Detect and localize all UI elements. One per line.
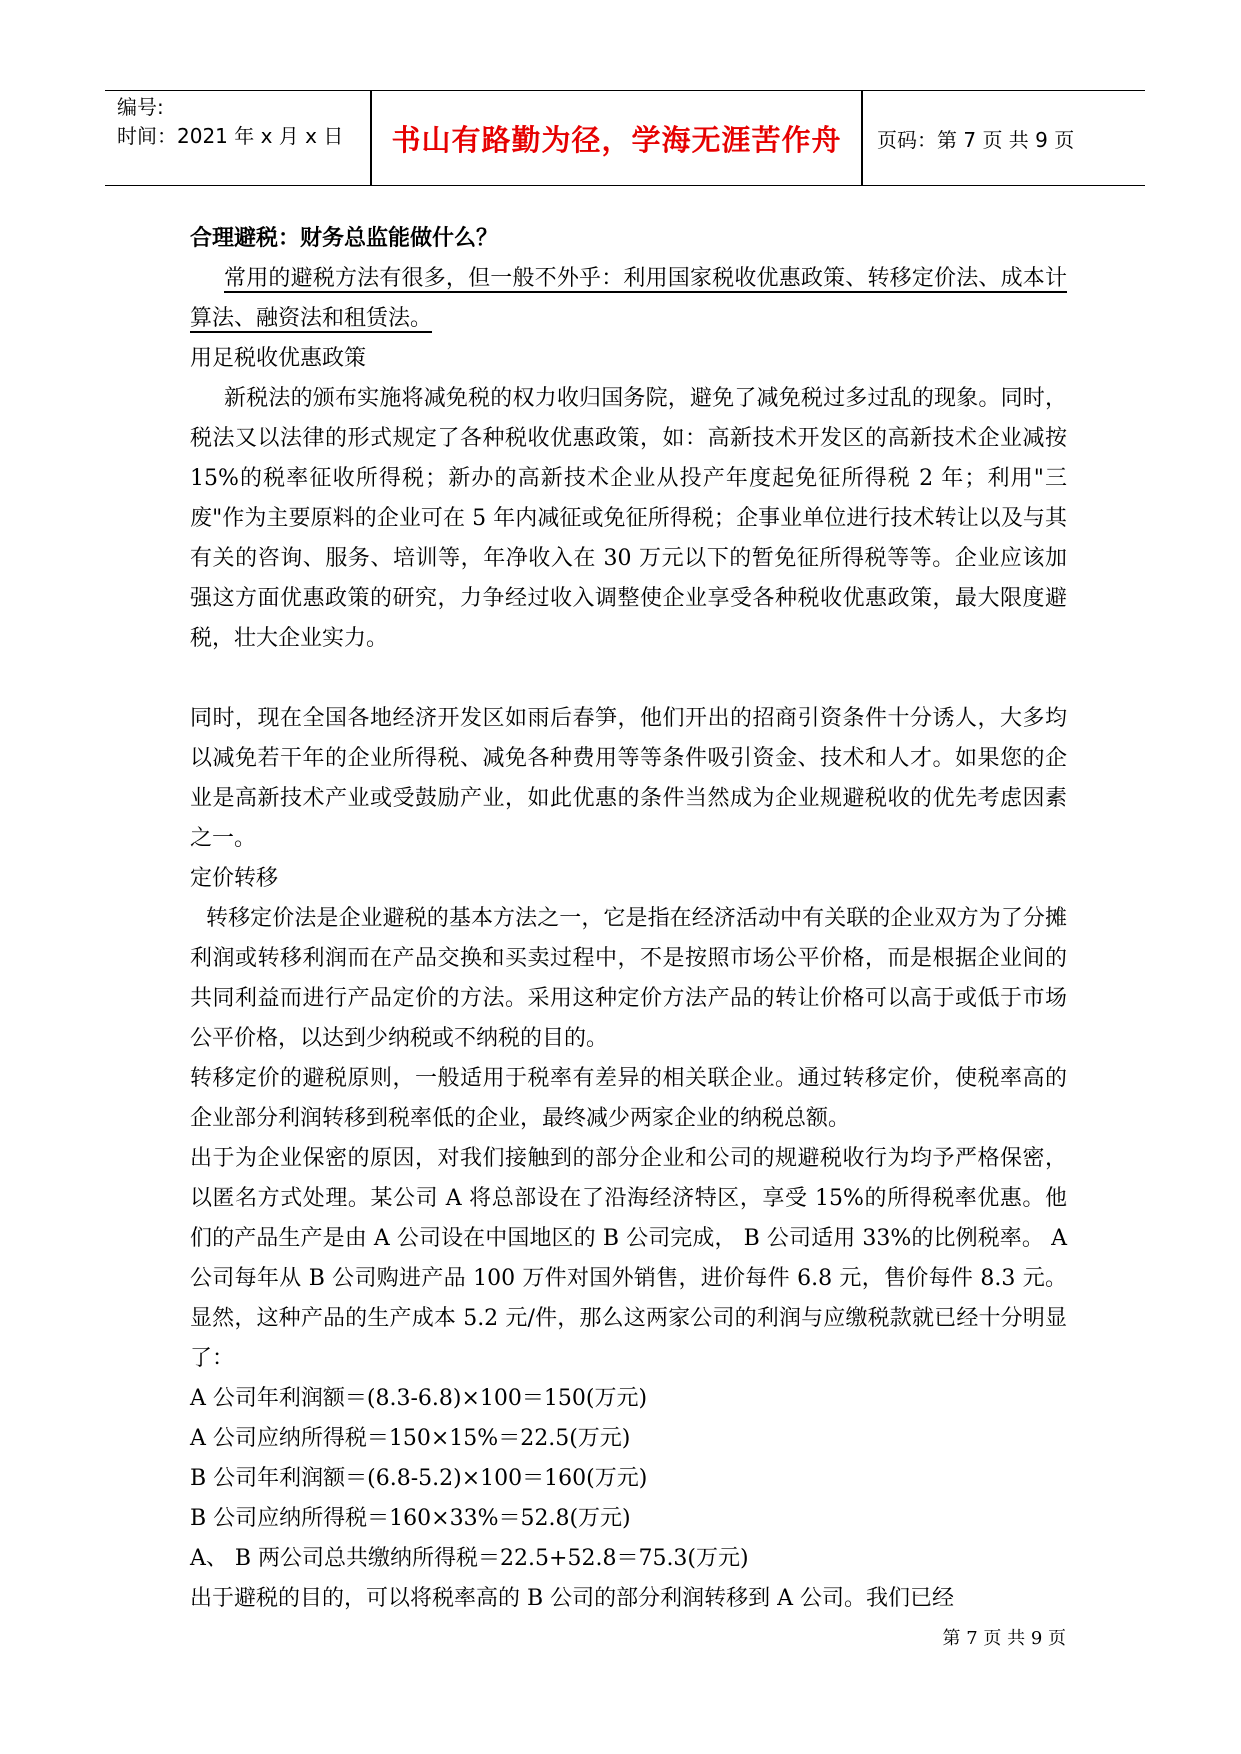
article-body — [190, 219, 1067, 1619]
calc-line: A、 B 两公司总共缴纳所得税＝22.5+52.8＝75.3(万元) — [190, 1546, 749, 1571]
page-header — [105, 90, 1145, 186]
header-page-info: 页码：第 7 页 共 9 页 — [877, 127, 1075, 152]
document-number-label: 编号: — [117, 95, 164, 119]
paragraph-tax-law: 新税法的颁布实施将减免税的权力收归国务院，避免了减免税过多过乱的现象。同时，税法又以法律的形式规定了各种税收优惠政策，如：高新技术开发区的高新技术企业减按 15%的税率征收所得税；新办的高新技术企业从投产年度起免征所得税 2 年；利用"三废"作为主要原料的企业可在 5 年内减征或免征所得税；企事业单位进行技术转让以及与其有关的咨询、服务、培训等，年净收入在 30 万元以下的暂免征所得税等等。企业应该加强这方面优惠政策的研究，力争经过收入调整使企业享受各种税收优惠政策，最大限度避税，壮大企业实力。 — [190, 386, 1067, 651]
paragraph-transfer-pricing-principle: 转移定价的避税原则，一般适用于税率有差异的相关联企业。通过转移定价，使税率高的企业部分利润转移到税率低的企业，最终减少两家企业的纳税总额。 — [190, 1066, 1067, 1131]
header-motto: 书山有路勤为径，学海无涯苦作舟 — [391, 122, 842, 157]
paragraph-development-zones: 同时，现在全国各地经济开发区如雨后春笋，他们开出的招商引资条件十分诱人，大多均以减免若干年的企业所得税、减免各种费用等等条件吸引资金、技术和人才。如果您的企业是高新技术产业或受鼓励产业，如此优惠的条件当然成为企业规避税收的优先考虑因素之一。 — [190, 706, 1067, 851]
paragraph-closing: 出于避税的目的，可以将税率高的 B 公司的部分利润转移到 A 公司。我们已经 — [190, 1586, 955, 1611]
calc-line: B 公司应纳所得税＝160×33%＝52.8(万元) — [190, 1506, 631, 1531]
section-heading-tax-incentives: 用足税收优惠政策 — [190, 346, 367, 371]
article-title: 合理避税：财务总监能做什么？ — [190, 226, 499, 251]
calc-line: A 公司年利润额＝(8.3-6.8)×100＝150(万元) — [190, 1386, 648, 1411]
header-divider — [861, 91, 863, 185]
header-meta — [117, 93, 367, 151]
page-footer: 第 7 页 共 9 页 — [942, 1628, 1066, 1649]
paragraph-transfer-pricing-definition: 转移定价法是企业避税的基本方法之一，它是指在经济活动中有关联的企业双方为了分摊利润或转移利润而在产品交换和买卖过程中，不是按照市场公平价格，而是根据企业间的共同利益而进行产品定价的方法。采用这种定价方法产品的转让价格可以高于或低于市场公平价格，以达到少纳税或不纳税的目的。 — [190, 906, 1067, 1051]
section-heading-transfer-pricing: 定价转移 — [190, 866, 279, 891]
intro-text: 常用的避税方法有很多，但一般不外乎：利用国家税收优惠政策、转移定价法、成本计算法、融资法和租赁法。 — [190, 266, 1067, 331]
intro-paragraph — [190, 259, 1067, 339]
paragraph-spacer — [190, 659, 1067, 699]
calc-line: B 公司年利润额＝(6.8-5.2)×100＝160(万元) — [190, 1466, 648, 1491]
document-time: 时间：2021 年 x 月 x 日 — [117, 124, 344, 148]
calc-line: A 公司应纳所得税＝150×15%＝22.5(万元) — [190, 1426, 631, 1451]
paragraph-case-example: 出于为企业保密的原因，对我们接触到的部分企业和公司的规避税收行为均予严格保密，以匿名方式处理。某公司 A 将总部设在了沿海经济特区，享受 15%的所得税率优惠。他们的产品生产是由 A 公司设在中国地区的 B 公司完成， B 公司适用 33%的比例税率。 A 公司每年从 B 公司购进产品 100 万件对国外销售，进价每件 6.8 元，售价每件 8.3 元。显然，这种产品的生产成本 5.2 元/件，那么这两家公司的利润与应缴税款就已经十分明显了： — [190, 1146, 1067, 1371]
